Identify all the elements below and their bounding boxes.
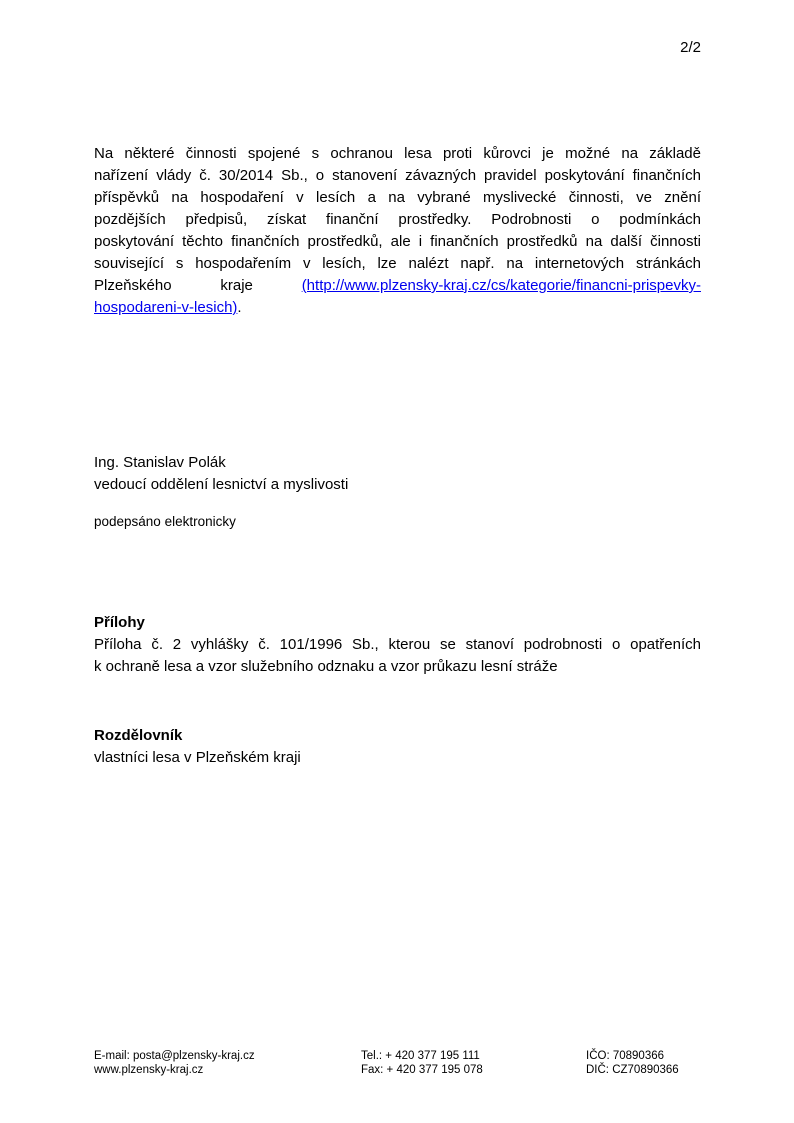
footer-contact-column	[94, 1049, 255, 1077]
footer-phone-column	[361, 1049, 483, 1077]
text-segment: k ochraně lesa a vzor služebního odznaku a vzor průkazu lesní stráže	[94, 658, 558, 675]
text-segment: Příloha č. 2 vyhlášky č. 101/1996 Sb., kterou se stanoví podrobnosti o opatřeních	[94, 636, 701, 653]
signature-name: Ing. Stanislav Polák	[94, 454, 226, 471]
footer-fax: Fax: + 420 377 195 078	[361, 1064, 483, 1076]
text-line	[94, 231, 701, 253]
text-segment: příspěvků na hospodaření v lesích a na vybrané myslivecké činnosti, ve znění	[94, 189, 701, 206]
text-segment: související s hospodařením v lesích, lze nalézt např. na internetových stránkách	[94, 255, 701, 272]
text-segment: nařízení vlády č. 30/2014 Sb., o stanovení závazných pravidel poskytování finančních	[94, 167, 701, 184]
text-line	[94, 165, 701, 187]
signature-note: podepsáno elektronicky	[94, 514, 236, 529]
page-number: 2/2	[680, 39, 701, 56]
footer-tel: Tel.: + 420 377 195 111	[361, 1050, 480, 1062]
hyperlink[interactable]: (http://www.plzensky-kraj.cz/cs/kategorie/financni-prispevky-	[301, 277, 701, 294]
text-line	[94, 297, 701, 319]
text-segment: pozdějších předpisů, získat finanční prostředky. Podrobnosti o podmínkách	[94, 211, 701, 228]
footer-dic: DIČ: CZ70890366	[586, 1064, 679, 1076]
signature-title: vedoucí oddělení lesnictví a myslivosti	[94, 476, 349, 493]
text-line	[94, 275, 701, 297]
text-segment: .	[237, 299, 242, 316]
footer-registration-column	[586, 1049, 679, 1077]
text-line	[94, 634, 701, 656]
text-line	[94, 656, 701, 678]
text-line	[94, 209, 701, 231]
distribution-section	[94, 725, 701, 769]
text-line	[94, 253, 701, 275]
distribution-heading: Rozdělovník	[94, 727, 183, 744]
footer-ico: IČO: 70890366	[586, 1050, 665, 1062]
text-line	[94, 187, 701, 209]
footer	[94, 1049, 734, 1081]
hyperlink[interactable]: hospodareni-v-lesich)	[94, 299, 238, 316]
body-paragraph	[94, 143, 701, 319]
attachments-text	[94, 634, 701, 678]
footer-email: E-mail: posta@plzensky-kraj.cz	[94, 1050, 255, 1062]
distribution-text: vlastníci lesa v Plzeňském kraji	[94, 749, 301, 766]
text-line	[94, 143, 701, 165]
text-segment: Na některé činnosti spojené s ochranou lesa proti kůrovci je možné na základě	[94, 145, 701, 162]
footer-website: www.plzensky-kraj.cz	[94, 1064, 204, 1076]
signature-block	[94, 452, 701, 496]
attachments-section	[94, 612, 701, 678]
text-segment: Plzeňského kraje	[94, 277, 302, 294]
text-segment: poskytování těchto finančních prostředků, ale i finančních prostředků na další činnosti	[94, 233, 701, 250]
attachments-heading: Přílohy	[94, 614, 145, 631]
